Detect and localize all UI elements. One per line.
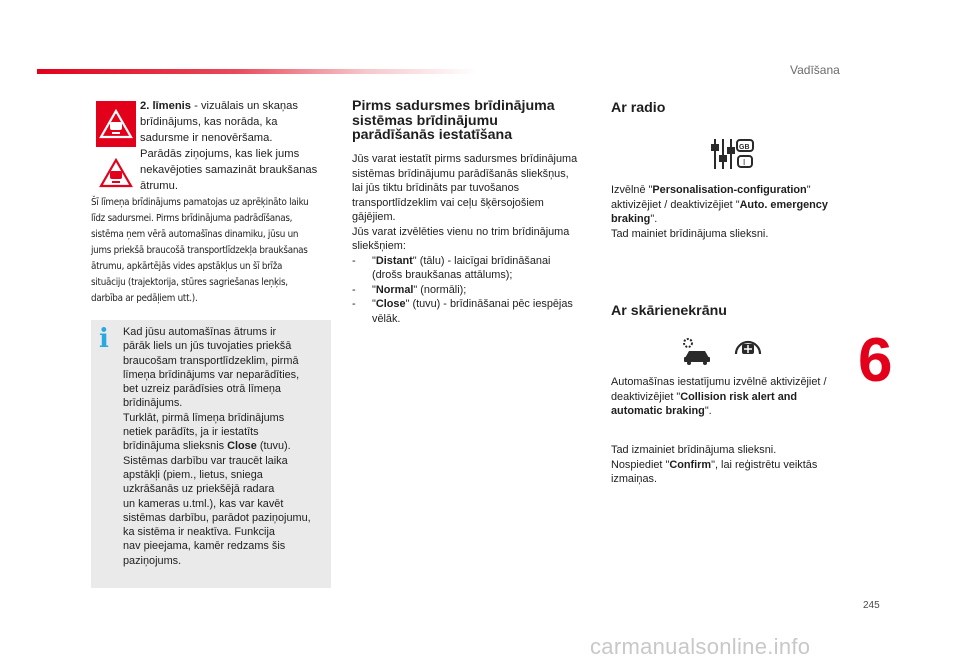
level2-description: 2. līmenis - vizuālais un skaņas brīdinājums, kas norāda, ka sadursme ir nenovēršama. Parādās ziņojums, kas liek jums nekavējoties samazināt braukšanas ātrumu. <box>140 100 318 192</box>
radio-instructions: Izvēlnē "Personalisation-configuration" aktivizējiet / deaktivizējiet "Auto. emergency braking". Tad mainiet brīdinājuma slieksni. <box>611 184 828 240</box>
list-item: - "Close" (tuvu) - brīdināšanai pēc iespējas vēlāk. <box>352 298 573 325</box>
chapter-number: 6 <box>858 326 893 395</box>
list-item: - "Normal" (normāli); <box>352 283 467 296</box>
settings-section-body: Jūs varat iestatīt pirms sadursmes brīdinājuma sistēmas brīdinājumu parādīšanās sliekšņus, lai jūs tiktu brīdināts par tuvošanos transportlīdzeklim vai ceļu šķērsojošiem gājējiem. Jūs varat izvēlēties vienu no trim brīdinājuma sliekšņiem: - "Distant" (tālu) - laicīgai brīdināšanai (drošs braukšanas attālums); - "Normal" (normāli); - "Close" (tuvu) - brīdināšanai pēc iespējas vēlāk. <box>352 152 592 326</box>
radio-section-title: Ar radio <box>611 100 666 116</box>
level2-heading: 2. līmenis <box>140 100 191 112</box>
threshold-options-list <box>352 254 592 327</box>
warning-note: Šī līmeņa brīdinājums pamatojas uz aprēķināto laiku līdz sadursmei. Pirms brīdinājuma padrādīšanas, sistēma ņem vērā automašīnas dinamiku, jūsu un jums priekšā braucošā transportlīdzekļa braukšanas ātrumu, apkārtējās vides apstākļus un šī brīža situāciju (trajektorija, stūres sagriešanas leņķis, darbība ar pedāļiem utt.). <box>91 197 309 304</box>
collision-warning-outline-icon <box>96 150 136 196</box>
info-icon: i <box>99 324 109 354</box>
touchscreen-section-title: Ar skārienekrānu <box>611 303 727 319</box>
section-title: Vadīšana <box>790 63 840 77</box>
info-box-text: Kad jūsu automašīnas ātrums ir pārāk liels un jūs tuvojaties priekšā braucošam transportlīdzeklim, pirmā līmeņa brīdinājums var neparādīties, bet uzreiz parādīsies otrā līmeņa brīdinājums. Turklāt, pirmā līmeņa brīdinājums netiek parādīts, ja ir iestatīts brīdinājuma slieksnis Close (tuvu). Sistēmas darbību var traucēt laika apstākļi (piem., lietus, sniega uzkrāšanās uz priekšējā radara un kameras u.tml.), kas var kavēt sistēmas darbību, parādot paziņojumu, ka sistēma ir neaktīva. Funkcija nav pieejama, kamēr redzams šis paziņojums. <box>123 326 311 567</box>
page-number: 245 <box>863 600 880 611</box>
list-item: - "Distant" (tālu) - laicīgai brīdināšanai (drošs braukšanas attālums); <box>352 254 551 281</box>
collision-warning-red-icon <box>96 101 136 147</box>
watermark: carmanualsonline.info <box>590 634 811 659</box>
svg-text:I: I <box>743 158 746 167</box>
svg-text:GB: GB <box>739 144 750 151</box>
driving-assist-icon <box>733 336 763 362</box>
settings-sliders-gb-icon <box>710 136 755 172</box>
header-accent-bar <box>37 69 477 74</box>
car-settings-icon <box>681 336 713 366</box>
touchscreen-instructions: Automašīnas iestatījumu izvēlnē aktivizējiet / deaktivizējiet "Collision risk alert and automatic braking". <box>611 376 827 417</box>
settings-section-title: Pirms sadursmes brīdinājuma sistēmas brīdinājumu parādīšanās iestatīšana <box>352 98 555 143</box>
touchscreen-confirm-instructions: Tad izmainiet brīdinājuma slieksni. Nospiediet "Confirm", lai reģistrētu veiktās izmaiņas. <box>611 444 818 485</box>
